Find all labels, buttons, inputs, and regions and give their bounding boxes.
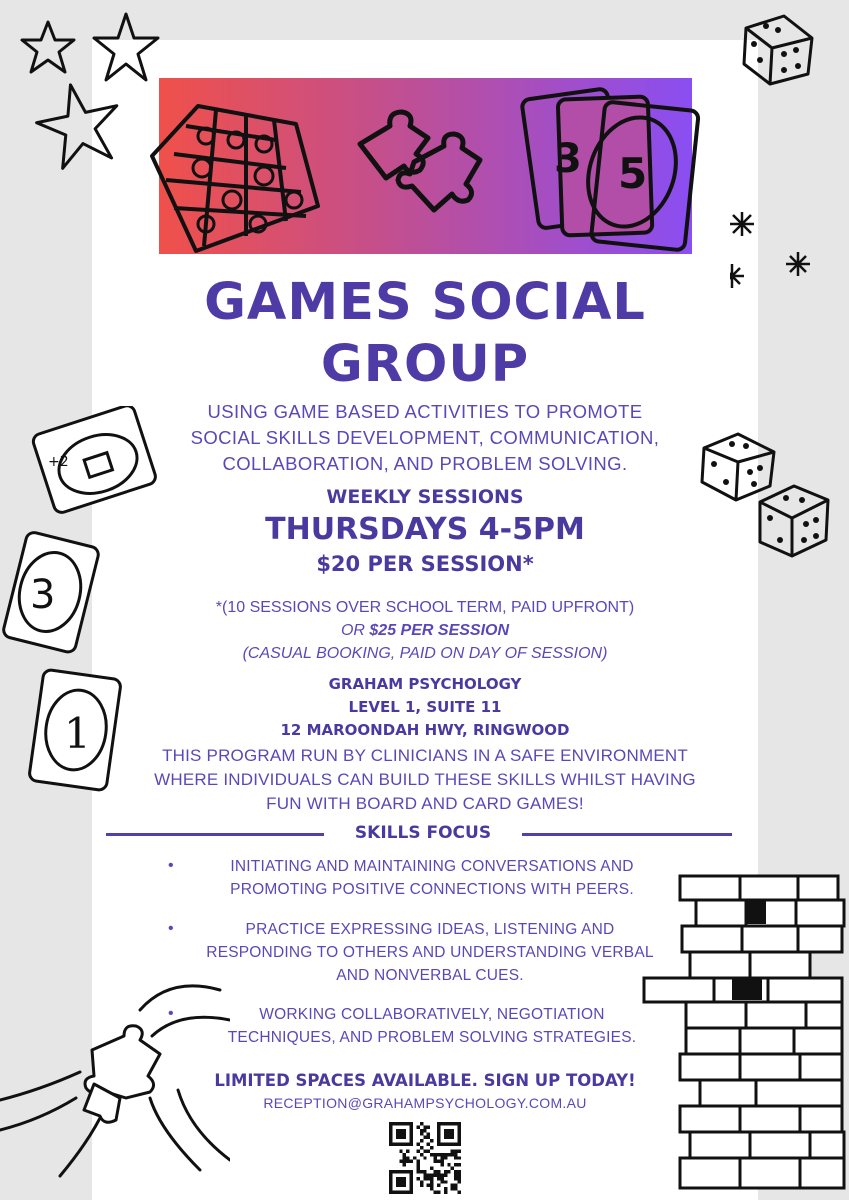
intro-line: SOCIAL SKILLS DEVELOPMENT, COMMUNICATION, [190, 427, 660, 448]
program-description [92, 744, 758, 816]
skill-line: TECHNIQUES, AND PROBLEM SOLVING STRATEGIES. [227, 1029, 637, 1046]
venue-line: LEVEL 1, SUITE 11 [348, 698, 502, 716]
venue-address [92, 673, 758, 742]
star-icon [90, 10, 162, 88]
pricing-terms [92, 596, 758, 665]
playing-card-icon [0, 530, 100, 660]
divider-right [522, 833, 732, 836]
page-title [92, 272, 758, 396]
program-line: FUN WITH BOARD AND CARD GAMES! [266, 794, 584, 813]
skill-line: AND NONVERBAL CUES. [336, 967, 524, 984]
call-to-action: LIMITED SPACES AVAILABLE. SIGN UP TODAY! [214, 1071, 636, 1090]
card-number: 1 [64, 709, 91, 758]
program-line: WHERE INDIVIDUALS CAN BUILD THESE SKILLS WHILST HAVING [154, 770, 696, 789]
qr-code-icon[interactable] [389, 1122, 461, 1194]
card-number: 5 [618, 149, 648, 198]
venue-line: 12 MAROONDAH HWY, RINGWOOD [280, 721, 570, 739]
card-number: +2 [48, 454, 69, 470]
terms-or: OR [340, 622, 365, 639]
skill-line: WORKING COLLABORATIVELY, NEGOTIATION [259, 1006, 605, 1023]
skill-line: PROMOTING POSITIVE CONNECTIONS WITH PEERS. [230, 881, 634, 898]
dice-icon [738, 8, 818, 88]
star-icon [18, 18, 78, 78]
playing-cards-icon [520, 84, 710, 252]
skill-item [182, 855, 682, 901]
card-number: 3 [554, 136, 582, 182]
terms-line: *(10 SESSIONS OVER SCHOOL TERM, PAID UPFRONT) [215, 599, 635, 616]
contact-email[interactable]: RECEPTION@GRAHAMPSYCHOLOGY.COM.AU [263, 1095, 587, 1111]
skill-line: RESPONDING TO OTHERS AND UNDERSTANDING VERBAL [206, 944, 654, 961]
intro-text [92, 399, 758, 477]
venue-line: GRAHAM PSYCHOLOGY [328, 675, 522, 693]
skill-item [170, 918, 690, 987]
title-line: GROUP [320, 335, 530, 394]
skill-line: PRACTICE EXPRESSING IDEAS, LISTENING AND [245, 921, 615, 938]
session-time: THURSDAYS 4-5PM [265, 512, 585, 547]
skills-heading: SKILLS FOCUS [354, 823, 492, 843]
puzzle-pieces-icon [350, 104, 490, 224]
skill-line: INITIATING AND MAINTAINING CONVERSATIONS AND [230, 858, 634, 875]
session-price: $20 PER SESSION* [316, 552, 534, 576]
bullet-icon: • [168, 857, 174, 874]
star-icon [34, 80, 124, 170]
skill-item [182, 1003, 682, 1049]
weekly-sessions: WEEKLY SESSIONS [326, 486, 524, 508]
terms-line [92, 619, 758, 642]
intro-line: USING GAME BASED ACTIVITIES TO PROMOTE [207, 401, 643, 422]
dice-icon [756, 478, 832, 562]
card-number: 3 [30, 572, 56, 618]
title-line: GAMES SOCIAL [204, 273, 646, 332]
bingo-card-icon [146, 96, 326, 256]
casual-price: $25 PER SESSION [369, 622, 510, 639]
intro-line: COLLABORATION, AND PROBLEM SOLVING. [222, 453, 628, 474]
program-line: THIS PROGRAM RUN BY CLINICIANS IN A SAFE ENVIRONMENT [162, 746, 688, 765]
divider-left [106, 833, 324, 836]
bullet-icon: • [168, 1005, 174, 1022]
bullet-icon: • [168, 920, 174, 937]
terms-line: (CASUAL BOOKING, PAID ON DAY OF SESSION) [242, 645, 608, 662]
